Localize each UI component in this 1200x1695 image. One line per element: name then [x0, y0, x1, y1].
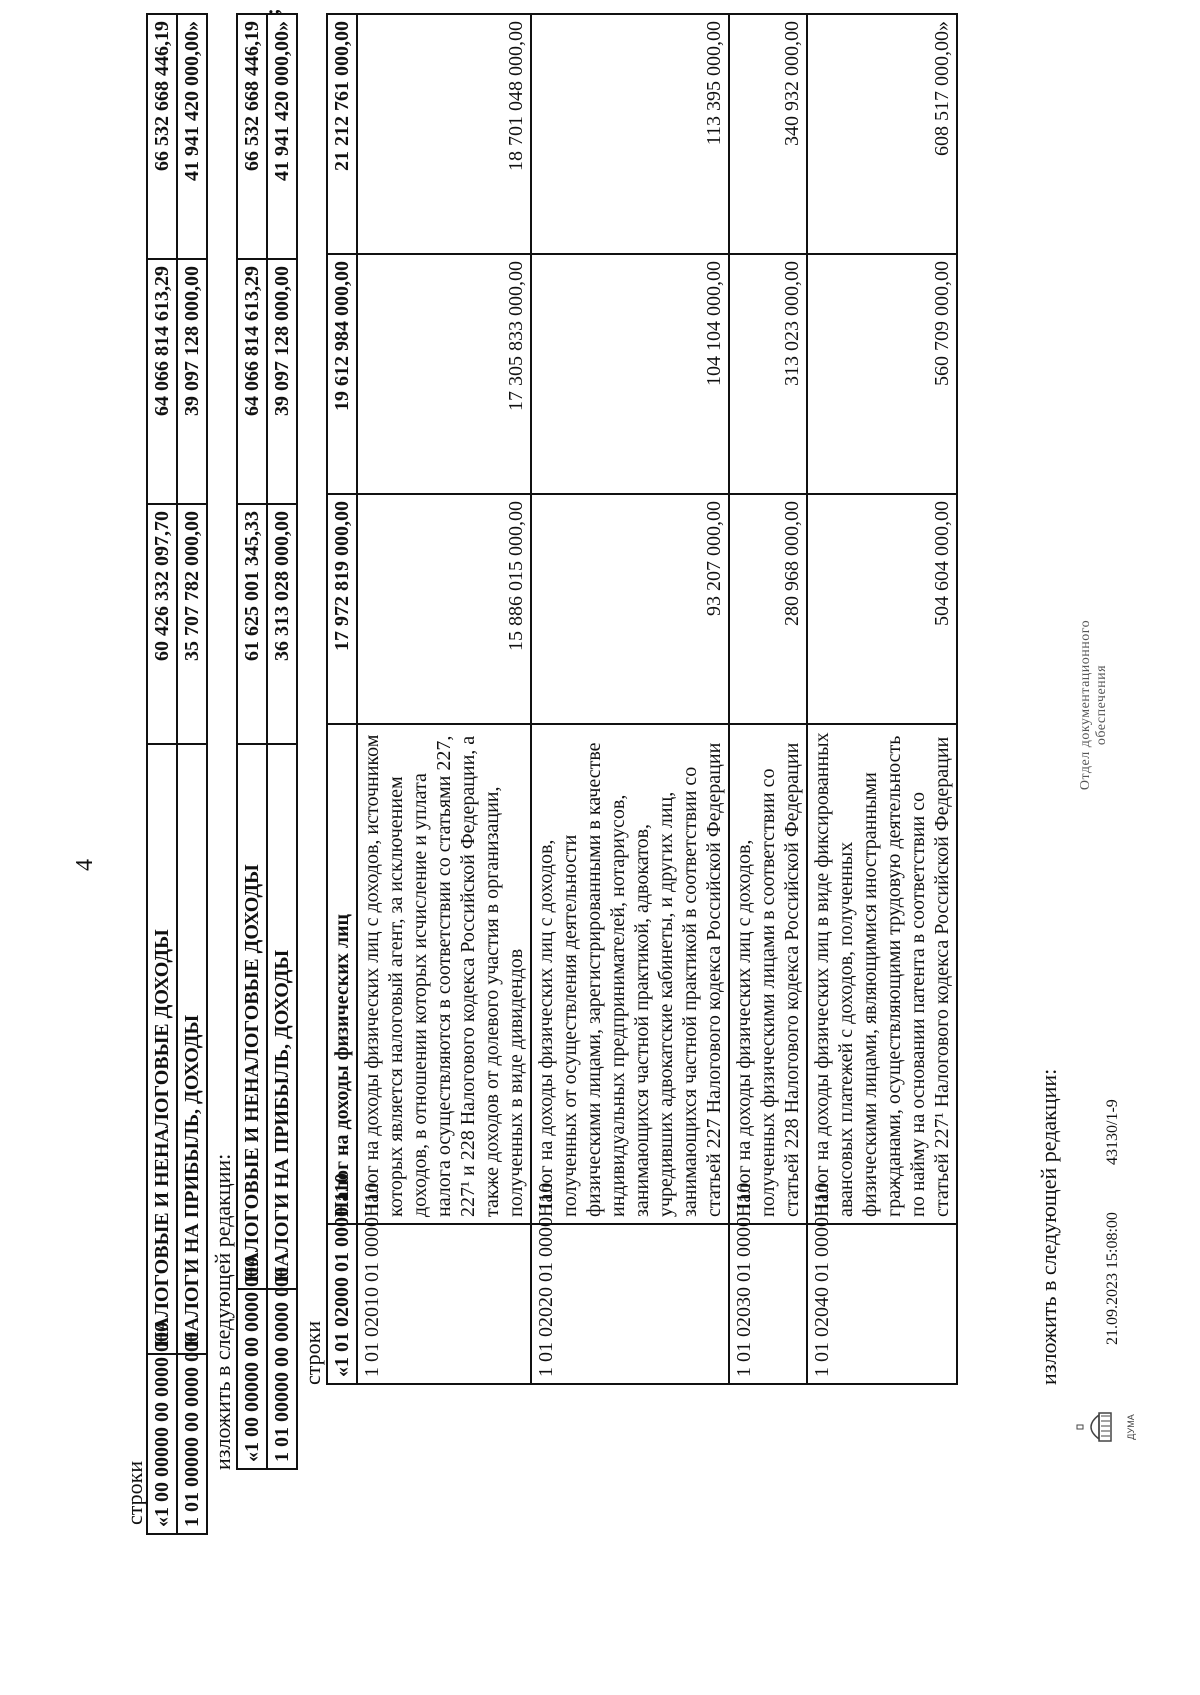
table-row — [729, 14, 807, 1384]
row-value-2: 64 066 814 613,29 — [147, 259, 177, 504]
row-name: Налог на доходы физических лиц с доходов, источником которых является налоговый агент, за исключением доходов, в отношении которых исчисление и уплата налога осуществляются в соответствии со статьями 227, 227¹ и 228 Налогового кодекса Российской Федерации, а также доходов от долевого участия в организации, полученных в виде дивидендов — [357, 724, 531, 1224]
row-value-3: 66 532 668 446,19 — [237, 14, 267, 259]
row-code: 1 01 02030 01 0000 110 — [729, 1224, 807, 1384]
row-value-1: 35 707 782 000,00 — [177, 504, 207, 744]
duma-logo-text: ДУМА — [1126, 1414, 1136, 1440]
table-row — [531, 14, 729, 1384]
row-name: Налог на доходы физических лиц с доходов, полученных от осуществления деятельности физическими лицами, зарегистрированными в качестве индивидуальных предпринимателей, нотариусов, занимающихся частной практикой, адвокатов, учредивших адвокатские кабинеты, и других лиц, занимающихся частной практикой в соответствии со статьей 227 Налогового кодекса Российской Федерации — [531, 724, 729, 1224]
row-value-2: 560 709 000,00 — [807, 254, 957, 494]
stamp-line-2: обеспечения — [1094, 664, 1109, 746]
row-value-2: 39 097 128 000,00 — [267, 259, 297, 504]
row-value-3: 66 532 668 446,19 — [147, 14, 177, 259]
row-value-1: 36 313 028 000,00 — [267, 504, 297, 744]
row-name: НАЛОГИ НА ПРИБЫЛЬ, ДОХОДЫ — [177, 744, 207, 1354]
table-row — [807, 14, 957, 1384]
department-stamp — [1078, 575, 1110, 835]
row-value-2: 19 612 984 000,00 — [327, 254, 357, 494]
row-code: 1 01 02040 01 0000 110 — [807, 1224, 957, 1384]
row-value-3: 340 932 000,00 — [729, 14, 807, 254]
row-name: НАЛОГИ НА ПРИБЫЛЬ, ДОХОДЫ — [267, 744, 297, 1289]
footer-datetime: 21.09.2023 15:08:00 — [1104, 1212, 1121, 1345]
row-code: 1 01 02010 01 0000 110 — [357, 1224, 531, 1384]
label-new-edition-1: изложить в следующей редакции: — [210, 1153, 235, 1470]
row-code: 1 01 00000 00 0000 000 — [267, 1289, 297, 1469]
row-value-3: 41 941 420 000,00» — [177, 14, 207, 259]
row-code: «1 00 00000 00 0000 000 — [147, 1354, 177, 1534]
row-value-3: 113 395 000,00 — [531, 14, 729, 254]
row-name: НАЛОГОВЫЕ И НЕНАЛОГОВЫЕ ДОХОДЫ — [147, 744, 177, 1354]
row-code: 1 01 02020 01 0000 110 — [531, 1224, 729, 1384]
table-old-totals — [146, 13, 208, 1535]
footer-doc-id: 43130/1-9 — [1104, 1099, 1121, 1165]
table-row — [357, 14, 531, 1384]
label-stroki-1: строки — [122, 1460, 147, 1525]
row-value-2: 17 305 833 000,00 — [357, 254, 531, 494]
row-value-2: 39 097 128 000,00 — [177, 259, 207, 504]
row-value-1: 15 886 015 000,00 — [357, 494, 531, 724]
row-code: «1 00 00000 00 0000 000 — [237, 1289, 267, 1469]
row-value-1: 93 207 000,00 — [531, 494, 729, 724]
row-value-1: 60 426 332 097,70 — [147, 504, 177, 744]
label-new-edition-2: изложить в следующей редакции: — [1036, 1068, 1061, 1385]
table-personal-income-tax — [326, 13, 958, 1385]
stamp-line-1: Отдел документационного — [1078, 619, 1093, 791]
row-value-2: 104 104 000,00 — [531, 254, 729, 494]
duma-logo — [1075, 1407, 1136, 1447]
row-name: Налог на доходы физических лиц в виде фиксированных авансовых платежей с доходов, полученных физическими лицами, являющимися иностранными гражданами, осуществляющими трудовую деятельность по найму на основании патента в соответствии со статьей 227¹ Налогового кодекса Российской Федерации — [807, 724, 957, 1224]
row-value-3: 41 941 420 000,00» — [267, 14, 297, 259]
table-row — [327, 14, 357, 1384]
row-code: «1 01 02000 01 0000 110 — [327, 1224, 357, 1384]
row-value-3: 21 212 761 000,00 — [327, 14, 357, 254]
table-new-totals — [236, 13, 298, 1470]
row-value-2: 313 023 000,00 — [729, 254, 807, 494]
table-row — [237, 14, 267, 1469]
table-row — [147, 14, 177, 1534]
row-value-1: 17 972 819 000,00 — [327, 494, 357, 724]
table-row — [177, 14, 207, 1534]
row-value-2: 64 066 814 613,29 — [237, 259, 267, 504]
table-row — [267, 14, 297, 1469]
label-stroki-2: строки — [300, 1320, 325, 1385]
page-number: 4 — [72, 859, 98, 871]
row-name: Налог на доходы физических лиц — [327, 724, 357, 1224]
row-name: НАЛОГОВЫЕ И НЕНАЛОГОВЫЕ ДОХОДЫ — [237, 744, 267, 1289]
row-value-1: 504 604 000,00 — [807, 494, 957, 724]
row-suffix-semicolon: ; — [262, 8, 284, 15]
row-value-1: 280 968 000,00 — [729, 494, 807, 724]
row-value-3: 18 701 048 000,00 — [357, 14, 531, 254]
row-code: 1 01 00000 00 0000 000 — [177, 1354, 207, 1534]
row-value-3: 608 517 000,00» — [807, 14, 957, 254]
row-name: Налог на доходы физических лиц с доходов, полученных физическими лицами в соответствии со статьей 228 Налогового кодекса Российской Федерации — [729, 724, 807, 1224]
duma-emblem-icon — [1075, 1407, 1127, 1447]
row-value-1: 61 625 001 345,33 — [237, 504, 267, 744]
